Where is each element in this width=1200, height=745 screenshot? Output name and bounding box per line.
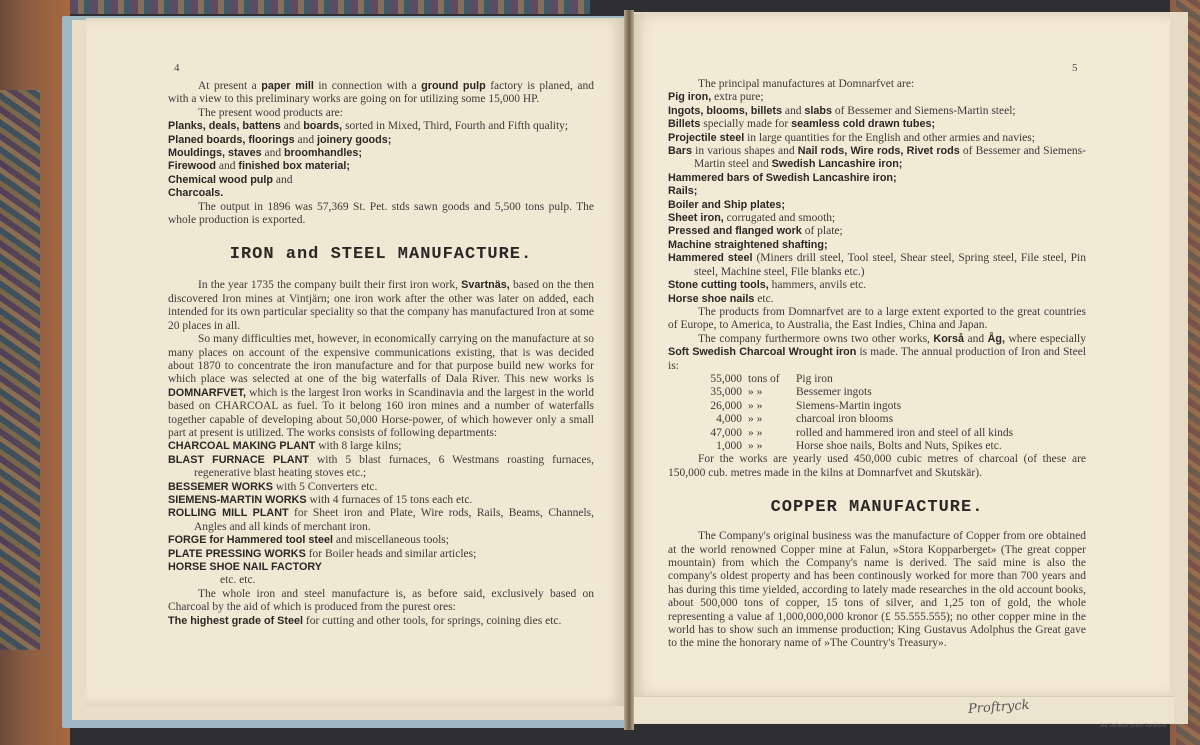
text-run: The whole iron and steel manufacture is, as before said, exclusively based on Charcoal by the aid of which is produced from the purest ores: (168, 587, 594, 614)
bold-term: finished box material; (238, 160, 350, 173)
paragraph (168, 134, 594, 147)
text-run: (Miners drill steel, Tool steel, Shear steel, Spring steel, File steel, Pin steel, Machine steel, File blanks etc.) (694, 252, 1086, 278)
paragraph (668, 105, 1086, 118)
production-mark: » » (748, 386, 763, 399)
paragraph (668, 132, 1086, 145)
text-run: and (781, 104, 805, 117)
left-body-text (168, 279, 594, 628)
paragraph (668, 279, 1086, 292)
marbled-endpaper (0, 90, 40, 650)
paragraph (668, 199, 1086, 212)
text-run: and miscellaneous tools; (333, 534, 449, 547)
text-run: based on the then discovered Iron mines at Vintjärn; one iron work after the other was later on added, each intended for its own particular speciality so that the company has manufactured Iron at some 20 places in all. (168, 279, 595, 332)
text-run: and (272, 173, 293, 186)
text-run: for cutting and other tools, for springs, coining dies etc. (302, 614, 562, 627)
bold-term: Machine straightened shafting; (668, 238, 828, 251)
text-run: where especially (1004, 332, 1087, 345)
section-heading-iron-steel: IRON and STEEL MANUFACTURE. (229, 245, 533, 265)
production-item: Horse shoe nails, Bolts and Nuts, Spikes etc. (796, 439, 1002, 452)
text-run: and (294, 133, 317, 146)
paragraph (168, 588, 594, 615)
bold-term: Svartnäs, (461, 279, 510, 292)
handwritten-signature: Proftryck (967, 697, 1030, 718)
bold-term: Mouldings, staves (168, 147, 262, 160)
paragraph (668, 293, 1086, 306)
text-run: and (216, 160, 239, 173)
bold-term: Stone cutting tools, (668, 279, 769, 292)
text-run: of Bessemer and Siemens-Martin steel and (694, 145, 1086, 171)
paragraph (168, 454, 594, 481)
paragraph (168, 561, 594, 574)
paragraph (168, 107, 594, 120)
bold-term: Hammered bars of Swedish Lancashire iron; (668, 171, 897, 184)
text-run: corrugated and smooth; (723, 212, 836, 225)
printer-mark: Joh. Bellander printer Stockholm (1100, 724, 1167, 729)
paragraph (668, 185, 1086, 198)
text-run: The present wood products are: (198, 106, 343, 119)
production-qty: 35,000 (710, 386, 742, 399)
bold-term: PLATE PRESSING WORKS (168, 547, 306, 560)
book-cover-top-edge (70, 0, 590, 14)
bold-term: joinery goods; (316, 133, 392, 146)
text-run: extra pure; (711, 91, 764, 104)
bold-term: Horse shoe nails (668, 292, 755, 305)
bold-term: Ingots, blooms, billets (668, 104, 782, 117)
bold-term: Hammered steel (668, 252, 753, 265)
bold-term: Chemical wood pulp (168, 173, 273, 186)
production-row (698, 427, 1013, 440)
text-run: For the works are yearly used 450,000 cubic metres of charcoal (of these are 150,000 cub. metres made in the kilns at Domnarfvet and Skutskär). (668, 453, 1086, 479)
bold-term: FORGE for Hammered tool steel (168, 534, 333, 547)
bold-term: slabs (804, 104, 832, 117)
production-item: Bessemer ingots (796, 386, 872, 399)
text-run: The Company's original business was the manufacture of Copper from ore obtained at the world renowned Copper mine at Falun, »Stora Kopparberget» (The great copper mountain) from which the Company's name is derived. The said mine is also the company's oldest property and has been continously worked for more than 700 years and has during this time yielded, according to lately made researches in the old account books, about 500,000 tons of copper, 15 tons of silver, and 1,25 ton of gold, the whole representing a value af 1,000,000,000 kronor (£ 55.555.555); no other copper mine in the world has to show such an immense production; King Gustavus Adolphus the Great gave to the mine the honorary name of »The Country's Treasury». (668, 530, 1086, 650)
text-run: The company furthermore owns two other works, (698, 332, 934, 345)
text-run: is made. The annual production of Iron and Steel is: (668, 346, 1087, 372)
production-qty: 47,000 (710, 426, 742, 439)
left-intro-text (168, 80, 594, 227)
paragraph (168, 187, 594, 200)
production-item: rolled and hammered iron and steel of all kinds (796, 426, 1014, 439)
bold-term: Korså (933, 332, 965, 345)
bold-term: Firewood (168, 160, 216, 173)
production-row (698, 413, 1013, 426)
production-mark: » » (748, 439, 763, 452)
bold-term: paper mill (261, 80, 314, 92)
page-bottom-strip (628, 696, 1174, 723)
paragraph (168, 507, 594, 534)
text-run: and (964, 332, 988, 345)
paragraph (168, 494, 594, 507)
bold-term: Planks, deals, battens (168, 120, 281, 133)
left-page-column (168, 80, 594, 628)
paragraph (168, 279, 594, 333)
right-page-column (668, 78, 1086, 651)
paragraph (668, 239, 1086, 252)
paragraph (668, 252, 1086, 279)
text-run: The products from Domnarfvet are to a large extent exported to the great countries of Europe, to America, to Australia, the East Indies, China and Japan. (668, 305, 1086, 332)
production-mark: tons of (748, 372, 780, 385)
bold-term: BESSEMER WORKS (168, 480, 273, 493)
production-row (698, 386, 1013, 399)
bold-term: CHARCOAL MAKING PLANT (168, 440, 316, 453)
paragraph (668, 91, 1086, 104)
text-run: etc. etc. (220, 574, 256, 587)
bold-term: broomhandles; (283, 147, 362, 160)
production-mark: » » (748, 413, 763, 426)
bold-term: Pig iron, (668, 91, 712, 104)
text-run: for Sheet iron and Plate, Wire rods, Rails, Beams, Channels, Angles and all kinds of merchant iron. (194, 507, 594, 533)
bold-term: SIEMENS-MARTIN WORKS (168, 493, 307, 506)
paragraph (168, 615, 594, 628)
text-run: with 8 large kilns; (315, 440, 402, 453)
production-qty: 26,000 (710, 399, 742, 412)
paragraph (668, 453, 1086, 480)
bold-term: Boiler and Ship plates; (668, 198, 785, 211)
text-run: and (280, 120, 304, 133)
paragraph (168, 201, 594, 228)
text-run: The output in 1896 was 57,369 St. Pet. stds sawn goods and 5,500 tons pulp. The whole production is exported. (168, 200, 594, 227)
text-run: in large quantities for the English and other armies and navies; (744, 131, 1035, 144)
book-gutter (624, 10, 634, 730)
text-run: So many difficulties met, however, in economically carrying on the manufacture at so many places on account of the expensive communications existing, that is was decided about 1870 to concentrate the iron manufacture and for that purpose build new works for which place was selected at one of the big waterfalls of Dala River. This new works is (168, 333, 594, 386)
paragraph (168, 120, 594, 133)
bold-term: Billets (668, 118, 701, 131)
paragraph (668, 530, 1086, 651)
text-run: etc. (754, 292, 774, 305)
bold-term: The highest grade of Steel (168, 614, 303, 627)
bold-term: ground pulp (421, 80, 486, 92)
production-qty: 1,000 (716, 439, 742, 452)
paragraph (168, 333, 594, 440)
paragraph (668, 78, 1086, 91)
bold-term: Bars (668, 145, 693, 158)
paragraph (668, 172, 1086, 185)
text-run: with 5 Converters etc. (272, 480, 378, 493)
text-run: of plate; (801, 225, 843, 238)
text-run: of Bessemer and Siemens-Martin steel; (831, 104, 1016, 117)
paragraph (668, 333, 1086, 373)
text-run: In the year 1735 the company built their first iron work, (198, 279, 462, 292)
paragraph (668, 225, 1086, 238)
paragraph (668, 145, 1086, 172)
paragraph (168, 80, 594, 107)
text-run: which is the largest Iron works in Scandinavia and the largest in the world based on CHARCOAL as fuel. To it belong 160 iron mines and a number of waterfalls together capable of developing about 50,000 Horse-power, of which however only a small part at present is utilized. The works consists of following departments: (168, 386, 594, 439)
text-run: and (261, 147, 284, 160)
paragraph (168, 160, 594, 173)
text-run: in connection with a (313, 80, 422, 92)
manufactures-list (668, 78, 1086, 373)
paragraph (668, 306, 1086, 333)
bold-term: Projectile steel (668, 131, 745, 144)
charcoal-paragraph (668, 453, 1086, 480)
text-run: At present a (198, 80, 262, 92)
bold-term: DOMNARFVET, (168, 386, 246, 399)
bold-term: HORSE SHOE NAIL FACTORY (168, 561, 322, 573)
bold-term: Planed boards, floorings (168, 133, 295, 146)
page-number-left: 4 (174, 62, 180, 74)
bold-term: Soft Swedish Charcoal Wrought iron (668, 346, 857, 359)
bold-term: seamless cold drawn tubes; (791, 118, 936, 131)
production-item: Siemens-Martin ingots (796, 399, 902, 412)
production-row (698, 440, 1013, 453)
production-item: Pig iron (796, 372, 833, 385)
bold-term: Åg, (987, 332, 1005, 345)
production-item: charcoal iron blooms (796, 413, 894, 426)
paragraph (168, 481, 594, 494)
bold-term: Nail rods, Wire rods, Rivet rods (797, 145, 960, 158)
bold-term: boards, (303, 120, 343, 133)
text-run: specially made for (700, 118, 792, 131)
text-run: for Boiler heads and similar articles; (305, 547, 477, 560)
paragraph (168, 174, 594, 187)
right-body-text (668, 78, 1086, 480)
production-mark: » » (748, 426, 763, 439)
production-table (698, 373, 1013, 453)
text-run: in various shapes and (692, 145, 798, 158)
paragraph (668, 212, 1086, 225)
paragraph (168, 574, 594, 587)
text-run: factory is planed, and with a view to this preliminary works are going on for utilizing some 15,000 HP. (168, 80, 594, 106)
book-cover-left (0, 0, 70, 745)
production-mark: » » (748, 399, 763, 412)
text-run: with 5 blast furnaces, 6 Westmans roasting furnaces, regenerative blast heating stoves etc.; (194, 453, 594, 480)
production-row (698, 373, 1013, 386)
page-number-right: 5 (1072, 62, 1078, 74)
paragraph (168, 534, 594, 547)
bold-term: BLAST FURNACE PLANT (168, 453, 309, 466)
bold-term: Pressed and flanged work (668, 225, 802, 238)
paragraph (168, 548, 594, 561)
section-heading-copper: COPPER MANUFACTURE. (770, 498, 984, 518)
bold-term: Swedish Lancashire iron; (771, 158, 903, 171)
production-qty: 4,000 (716, 413, 742, 426)
bold-term: Rails; (668, 185, 698, 198)
bold-term: Sheet iron, (668, 212, 724, 225)
production-row (698, 400, 1013, 413)
bold-term: ROLLING MILL PLANT (168, 507, 289, 520)
bold-term: Charcoals. (168, 187, 224, 200)
copper-text (668, 530, 1086, 651)
text-run: with 4 furnaces of 15 tons each etc. (306, 493, 473, 506)
paragraph (168, 440, 594, 453)
text-run: The principal manufactures at Domnarfvet are: (698, 78, 915, 90)
production-qty: 55,000 (710, 372, 742, 385)
paragraph (168, 147, 594, 160)
paragraph (668, 118, 1086, 131)
text-run: sorted in Mixed, Third, Fourth and Fifth quality; (342, 120, 569, 133)
text-run: hammers, anvils etc. (768, 279, 867, 292)
